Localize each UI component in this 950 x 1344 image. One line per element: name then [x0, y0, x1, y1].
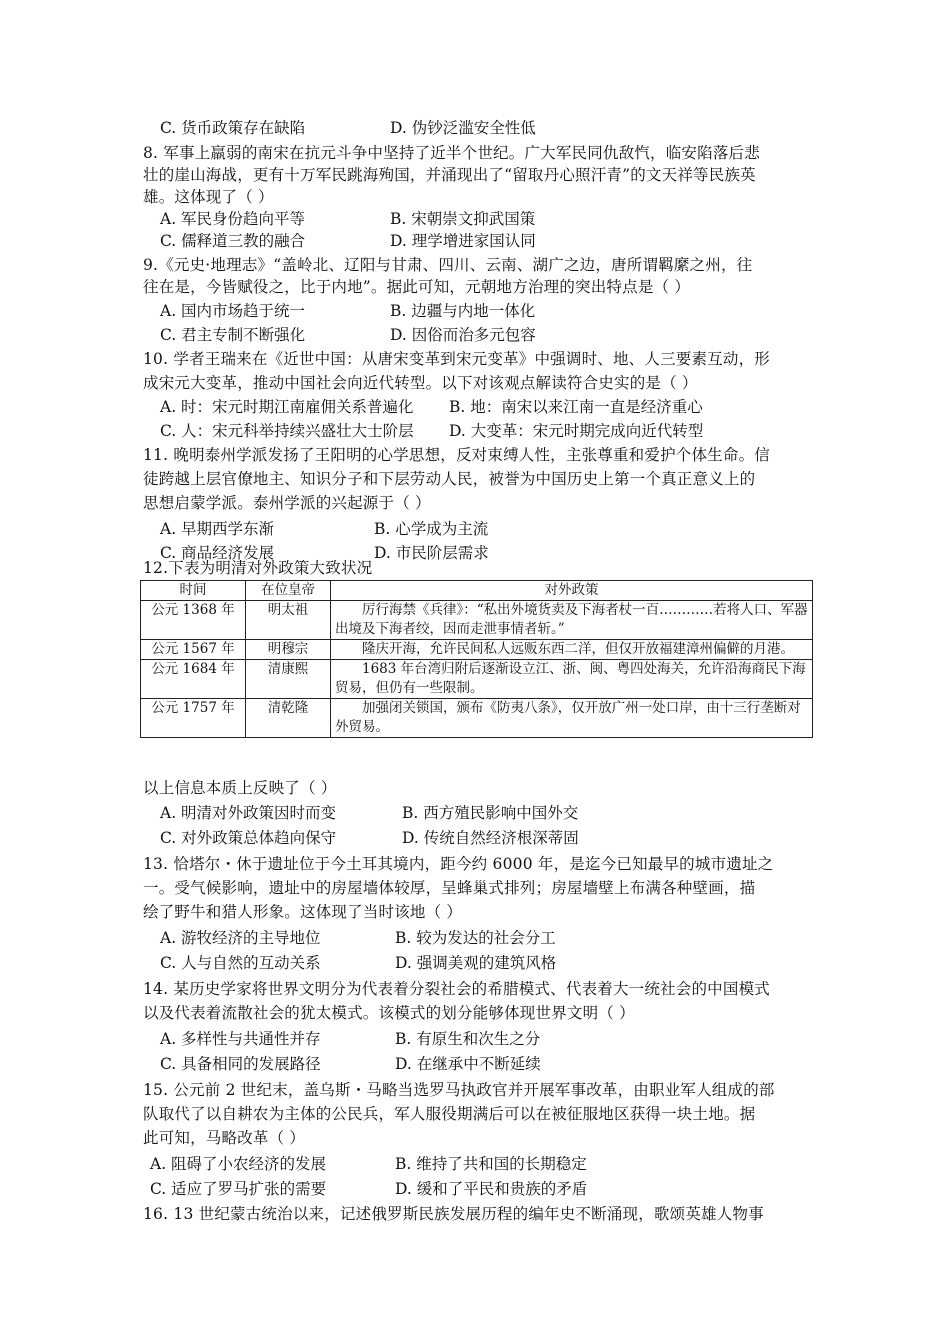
table-row — [141, 640, 813, 660]
q9-option-b: B. 边疆与内地一体化 — [390, 302, 536, 320]
q14-option-c: C. 具备相同的发展路径 — [160, 1055, 321, 1073]
row-emperor: 清康熙 — [246, 660, 331, 699]
q13-option-a: A. 游牧经济的主导地位 — [160, 929, 321, 947]
q11-stem-line: 11. 晚明泰州学派发扬了王阳明的心学思想，反对束缚人性，主张尊重和爱护个体生命。信 — [143, 446, 770, 464]
q13-option-c: C. 人与自然的互动关系 — [160, 954, 321, 972]
q14-option-d: D. 在继承中不断延续 — [395, 1055, 541, 1073]
table-header-time: 时间 — [141, 581, 246, 601]
q15-option-d: D. 缓和了平民和贵族的矛盾 — [395, 1180, 588, 1198]
q11-option-c: C. 商品经济发展 — [160, 544, 275, 562]
q14-stem-line: 以及代表着流散社会的犹太模式。该模式的划分能够体现世界文明（ ） — [143, 1004, 635, 1022]
table-header-row — [141, 581, 813, 601]
q11-option-a: A. 早期西学东渐 — [160, 520, 275, 538]
row-time: 公元 1684 年 — [141, 660, 246, 699]
table-row — [141, 699, 813, 738]
q11-option-b: B. 心学成为主流 — [374, 520, 489, 538]
q13-stem-line: 绘了野牛和猎人形象。这体现了当时该地（ ） — [143, 903, 463, 921]
q8-option-a: A. 军民身份趋向平等 — [160, 210, 306, 228]
q16-stem-line: 16. 13 世纪蒙古统治以来，记述俄罗斯民族发展历程的编年史不断涌现，歌颂英雄人物事 — [143, 1205, 764, 1223]
q12-option-c: C. 对外政策总体趋向保守 — [160, 829, 337, 847]
q10-option-a: A. 时：宋元时期江南雇佣关系普遍化 — [160, 398, 414, 416]
row-emperor: 清乾隆 — [246, 699, 331, 738]
q8-option-c: C. 儒释道三教的融合 — [160, 232, 306, 250]
q13-option-b: B. 较为发达的社会分工 — [395, 929, 556, 947]
q14-option-a: A. 多样性与共通性并存 — [160, 1030, 321, 1048]
q13-stem-line: 13. 恰塔尔・休于遗址位于今土耳其境内，距今约 6000 年，是迄今已知最早的城市遗址之 — [143, 855, 774, 873]
q14-stem-line: 14. 某历史学家将世界文明分为代表着分裂社会的希腊模式、代表着大一统社会的中国模式 — [143, 980, 770, 998]
q9-stem-line: 9.《元史·地理志》“盖岭北、辽阳与甘肃、四川、云南、湖广之边，唐所谓羁縻之州，往 — [143, 256, 753, 274]
q10-option-c: C. 人：宋元科举持续兴盛壮大士阶层 — [160, 422, 414, 440]
row-policy: 厉行海禁《兵律》：“私出外境货卖及下海者杖一百…………若将人口、军器出境及下海者绞，因而走泄事情者斩。” — [331, 601, 813, 640]
q8-stem-line: 8. 军事上羸弱的南宋在抗元斗争中坚持了近半个世纪。广大军民同仇敌忾，临安陷落后悲 — [143, 144, 760, 162]
q15-stem-line: 此可知，马略改革（ ） — [143, 1129, 306, 1147]
q7-option-d: D. 伪钞泛滥安全性低 — [390, 119, 536, 137]
table-row — [141, 601, 813, 640]
row-time: 公元 1368 年 — [141, 601, 246, 640]
q9-stem-line: 往在是，今皆赋役之，比于内地”。据此可知，元朝地方治理的突出特点是（ ） — [143, 278, 691, 296]
q11-stem-line: 徒跨越上层官僚地主、知识分子和下层劳动人民，被誉为中国历史上第一个真正意义上的 — [143, 470, 756, 488]
q8-option-b: B. 宋朝崇文抑武国策 — [390, 210, 536, 228]
q10-option-d: D. 大变革：宋元时期完成向近代转型 — [449, 422, 704, 440]
q8-stem-line: 壮的崖山海战，更有十万军民跳海殉国，并涌现出了“留取丹心照汗青”的文天祥等民族英 — [143, 166, 756, 184]
q9-option-a: A. 国内市场趋于统一 — [160, 302, 306, 320]
q12-option-d: D. 传统自然经济根深蒂固 — [402, 829, 579, 847]
q12-option-a: A. 明清对外政策因时而变 — [160, 804, 337, 822]
q7-option-c: C. 货币政策存在缺陷 — [160, 119, 306, 137]
q13-option-d: D. 强调美观的建筑风格 — [395, 954, 557, 972]
q12-option-b: B. 西方殖民影响中国外交 — [402, 804, 579, 822]
row-time: 公元 1757 年 — [141, 699, 246, 738]
q14-option-b: B. 有原生和次生之分 — [395, 1030, 541, 1048]
q9-option-c: C. 君主专制不断强化 — [160, 326, 306, 344]
table-header-policy: 对外政策 — [331, 581, 813, 601]
q11-option-d: D. 市民阶层需求 — [374, 544, 489, 562]
q15-option-c: C. 适应了罗马扩张的需要 — [150, 1180, 327, 1198]
q11-stem-line: 思想启蒙学派。泰州学派的兴起源于（ ） — [143, 494, 431, 512]
foreign-policy-table — [140, 580, 813, 738]
q15-option-a: A. 阻碍了小农经济的发展 — [150, 1155, 327, 1173]
q10-stem-line: 10. 学者王瑞来在《近世中国：从唐宋变革到宋元变革》中强调时、地、人三要素互动，形 — [143, 350, 770, 368]
row-policy: 隆庆开海，允许民间私人远贩东西二洋，但仅开放福建漳州偏僻的月港。 — [331, 640, 813, 660]
q9-option-d: D. 因俗而治多元包容 — [390, 326, 536, 344]
row-time: 公元 1567 年 — [141, 640, 246, 660]
table-header-emperor: 在位皇帝 — [246, 581, 331, 601]
row-policy: 加强闭关锁国，颁布《防夷八条》，仅开放广州一处口岸，由十三行垄断对外贸易。 — [331, 699, 813, 738]
q15-stem-line: 15. 公元前 2 世纪末，盖乌斯・马略当选罗马执政官并开展军事改革，由职业军人组成的部 — [143, 1081, 775, 1099]
q15-stem-line: 队取代了以自耕农为主体的公民兵，军人服役期满后可以在被征服地区获得一块土地。据 — [143, 1105, 756, 1123]
q8-stem-line: 雄。这体现了（ ） — [143, 188, 274, 206]
q10-option-b: B. 地：南宋以来江南一直是经济重心 — [449, 398, 703, 416]
q12-question: 以上信息本质上反映了（ ） — [143, 779, 337, 797]
q8-option-d: D. 理学增进家国认同 — [390, 232, 536, 250]
q12-stem: 12.下表为明清对外政策大致状况 — [143, 559, 373, 577]
q15-option-b: B. 维持了共和国的长期稳定 — [395, 1155, 587, 1173]
row-policy: 1683 年台湾归附后逐渐设立江、浙、闽、粤四处海关，允许沿海商民下海贸易，但仍有一些限制。 — [331, 660, 813, 699]
table-row — [141, 660, 813, 699]
q13-stem-line: 一。受气候影响，遗址中的房屋墙体较厚，呈蜂巢式排列；房屋墙壁上布满各种壁画，描 — [143, 879, 756, 897]
row-emperor: 明穆宗 — [246, 640, 331, 660]
row-emperor: 明太祖 — [246, 601, 331, 640]
q10-stem-line: 成宋元大变革，推动中国社会向近代转型。以下对该观点解读符合史实的是（ ） — [143, 374, 698, 392]
